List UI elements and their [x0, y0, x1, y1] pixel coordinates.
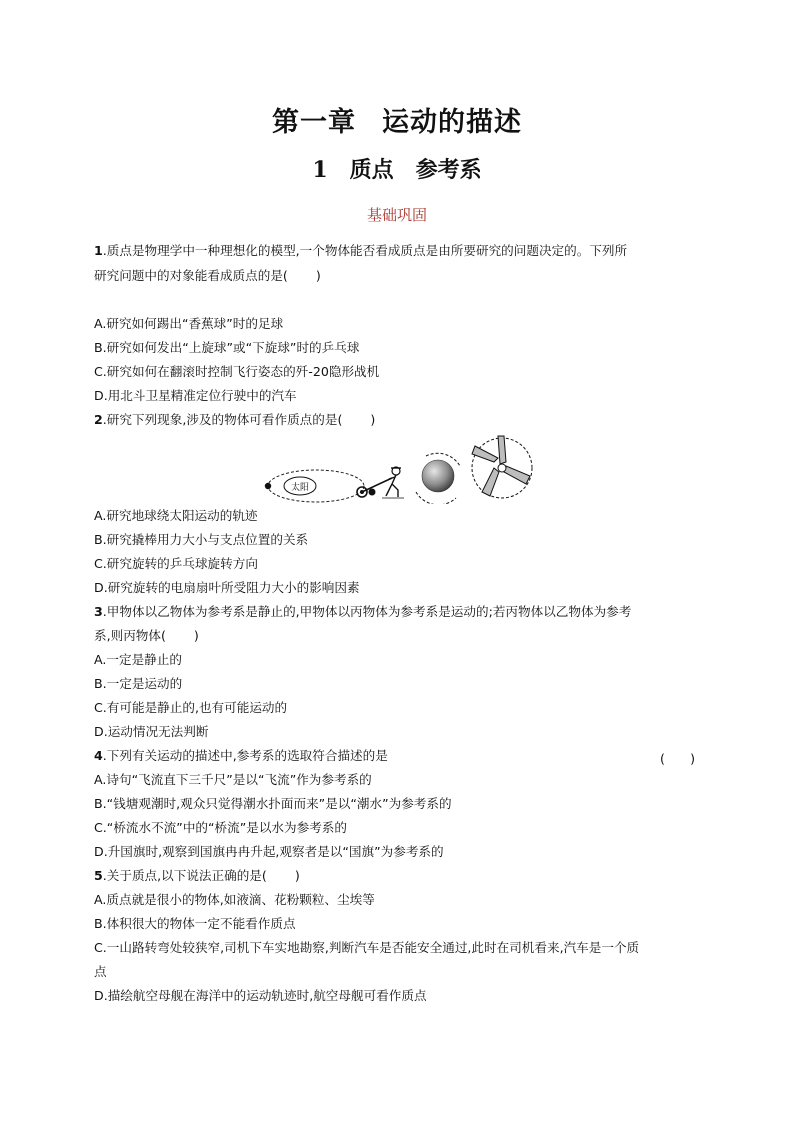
- q2-paren-close: ): [370, 412, 376, 427]
- q3-option-a: A.一定是静止的: [94, 652, 182, 667]
- q5-stem: [94, 868, 300, 884]
- q3-option-b: B.一定是运动的: [94, 676, 183, 691]
- q3-stem-text: .甲物体以乙物体为参考系是静止的,甲物体以丙物体为参考系是运动的;若丙物体以乙物体为参考: [102, 604, 632, 619]
- q3-number: 3: [94, 604, 103, 619]
- q2-number: 2: [94, 412, 103, 427]
- q1-option-a: A.研究如何踢出“香蕉球”时的足球: [94, 316, 284, 331]
- q3-stem-line2: [94, 628, 199, 644]
- q2-option-a: A.研究地球绕太阳运动的轨迹: [94, 508, 258, 523]
- q1-stem-line2: [94, 268, 321, 284]
- q4-option-a: A.诗句“飞流直下三千尺”是以“飞流”作为参考系的: [94, 772, 372, 787]
- q4-option-c: C.“桥流水不流”中的“桥流”是以水为参考系的: [94, 820, 347, 835]
- q4-stem-text: .下列有关运动的描述中,参考系的选取符合描述的是: [102, 748, 388, 763]
- section-title-part-a: 质点: [349, 157, 394, 183]
- q2-option-c: C.研究旋转的乒乓球旋转方向: [94, 556, 258, 571]
- section-title: [0, 153, 794, 184]
- q5-option-c-line2: 点: [94, 964, 107, 979]
- q5-option-a: A.质点就是很小的物体,如液滴、花粉颗粒、尘埃等: [94, 892, 375, 907]
- q5-option-b: B.体积很大的物体一定不能看作质点: [94, 916, 296, 931]
- q5-option-d: D.描绘航空母舰在海洋中的运动轨迹时,航空母舰可看作质点: [94, 988, 427, 1003]
- q3-option-d: D.运动情况无法判断: [94, 724, 209, 739]
- q1-option-d: D.用北斗卫星精准定位行驶中的汽车: [94, 388, 297, 403]
- section-number: 1: [312, 157, 328, 183]
- chapter-name: 运动的描述: [382, 107, 522, 138]
- q5-number: 5: [94, 868, 103, 883]
- chapter-title: [0, 100, 794, 139]
- subheading: 基础巩固: [366, 206, 427, 224]
- q1-stem-text-2: 研究问题中的对象能看成质点的是(: [94, 268, 288, 283]
- q1-paren-close: ): [315, 268, 321, 283]
- fan-illustration: [472, 436, 532, 498]
- earth-orbit-illustration: [265, 470, 364, 502]
- q2-figure: [258, 432, 538, 504]
- q5-stem-text: .关于质点,以下说法正确的是(: [102, 868, 267, 883]
- q1-stem-line1: [94, 243, 627, 259]
- section-title-part-b: 参考系: [415, 157, 482, 183]
- q2-stem-text: .研究下列现象,涉及的物体可看作质点的是(: [102, 412, 343, 427]
- q2-option-d: D.研究旋转的电扇扇叶所受阻力大小的影响因素: [94, 580, 360, 595]
- q2-stem: [94, 412, 375, 428]
- q1-number: 1: [94, 243, 103, 258]
- earth-dot: [265, 483, 271, 489]
- q4-option-d: D.升国旗时,观察到国旗冉冉升起,观察者是以“国旗”为参考系的: [94, 844, 444, 859]
- q1-option-c: C.研究如何在翻滚时控制飞行姿态的歼-20隐形战机: [94, 364, 380, 379]
- q3-stem-line1: [94, 604, 631, 620]
- q4-stem: [94, 748, 388, 764]
- spinning-ball-illustration: [416, 453, 460, 504]
- q4-option-b: B.“钱塘观潮时,观众只觉得潮水扑面而来”是以“潮水”为参考系的: [94, 796, 452, 811]
- sun-label: 太阳: [290, 483, 310, 493]
- q3-stem-text-2: 系,则丙物体(: [94, 628, 166, 643]
- q2-option-b: B.研究撬棒用力大小与支点位置的关系: [94, 532, 309, 547]
- q4-number: 4: [94, 748, 103, 763]
- q1-stem-text: .质点是物理学中一种理想化的模型,一个物体能否看成质点是由所要研究的问题决定的。下列所: [102, 243, 628, 258]
- q4-answer-paren: ( ): [660, 751, 696, 766]
- crowbar-illustration: [357, 467, 404, 498]
- q3-option-c: C.有可能是静止的,也有可能运动的: [94, 700, 288, 715]
- q5-option-c-line1: C.一山路转弯处较狭窄,司机下车实地勘察,判断汽车是否能安全通过,此时在司机看来,汽车是一个质: [94, 940, 640, 955]
- q3-paren-close: ): [193, 628, 199, 643]
- chapter-number: 第一章: [272, 107, 356, 138]
- q5-paren-close: ): [294, 868, 300, 883]
- q1-option-b: B.研究如何发出“上旋球”或“下旋球”时的乒乓球: [94, 340, 360, 355]
